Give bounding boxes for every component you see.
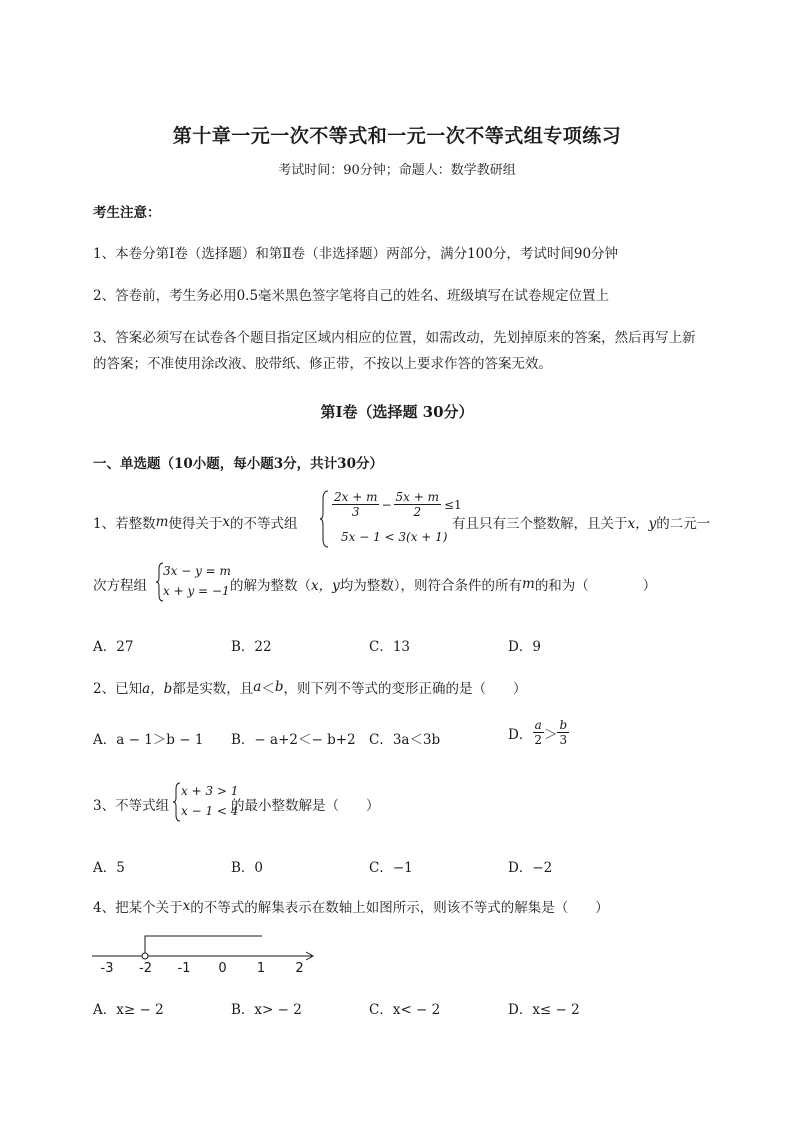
q3-system-line-2: x − 1 < 4 [181, 804, 239, 818]
notice-heading: 考生注意： [93, 205, 161, 221]
tick-label: 1 [256, 961, 266, 976]
open-endpoint [142, 953, 148, 959]
q1-system-brace [320, 491, 328, 547]
q2-option-d-label: D． [508, 726, 533, 743]
q2-option-d-frac-2 [557, 718, 569, 747]
q4-option-a[interactable]: A．x≥ − 2 [93, 1002, 164, 1018]
question-2-stem [93, 677, 527, 697]
q2-option-b[interactable]: B．− a+2＜− b+2 [231, 732, 356, 748]
q3-suffix: 的最小整数解是（ ） [231, 798, 380, 814]
question-1-line-1b [452, 512, 710, 532]
q1-le: ≤1 [444, 497, 462, 512]
q1-mid2: 的不等式组 [230, 516, 298, 532]
q3-option-c[interactable]: C．−1 [369, 860, 413, 876]
tick-label: -1 [177, 961, 191, 976]
q4-prefix: 4、把某个关于 [93, 900, 183, 916]
q1-option-a[interactable]: A．27 [93, 639, 134, 655]
solution-ray [145, 936, 262, 953]
q1-var-x: x [222, 514, 231, 530]
q2-d-num1: a [534, 718, 542, 732]
q1-equation-2: x + y = −1 [163, 584, 230, 598]
question-1-line-1 [93, 512, 298, 532]
q1-line2-rest [230, 574, 656, 594]
section-title: 第I卷（选择题 30分） [320, 403, 474, 421]
q1-line2-mid: 的解为整数（ [230, 578, 311, 594]
q1-frac-1-num: 2x + m [334, 490, 378, 504]
notice-item-2: 2、答卷前，考生务必用0.5毫米黑色签字笔将自己的姓名、班级填写在试卷规定位置上 [93, 288, 610, 304]
notice-item-1: 1、本卷分第I卷（选择题）和第Ⅱ卷（非选择题）两部分，满分100分，考试时间90分钟 [93, 246, 619, 262]
q1-option-c[interactable]: C．13 [369, 639, 411, 655]
q3-system-line-1: x + 3 > 1 [181, 784, 239, 798]
question-4-stem [93, 896, 609, 916]
q1-frac-1 [332, 490, 379, 519]
q1-var-m: m [155, 514, 169, 530]
q2-option-d[interactable] [508, 718, 569, 747]
notice-item-3: 3、答案必须写在试卷各个题目指定区域内相应的位置，如需改动，先划掉原来的答案，然后再写上新 [93, 330, 696, 346]
tick-label: 0 [218, 961, 227, 976]
q2-stem-c: ，则下列不等式的变形正确的是（ ） [283, 681, 527, 697]
q4-suffix: 的不等式的解集表示在数轴上如图所示，则该不等式的解集是（ ） [190, 900, 609, 916]
q1-option-d[interactable]: D．9 [508, 639, 541, 655]
q1-mid1: 使得关于 [168, 516, 223, 532]
q1-mid3: 有且只有三个整数解，且关于 [452, 516, 628, 532]
tick-label: 2 [295, 961, 304, 976]
q1-line2-end: 的和为（ ） [534, 578, 657, 594]
q3-option-b[interactable]: B．0 [231, 860, 264, 876]
q1-var-xy: x，y [627, 516, 657, 532]
q2-option-c[interactable]: C．3a＜3b [369, 732, 441, 748]
page-title: 第十章一元一次不等式和一元一次不等式组专项练习 [172, 125, 622, 147]
q1-frac-1-den: 3 [351, 505, 360, 519]
notice-item-3-cont: 的答案；不准使用涂改液、胶带纸、修正带，不按以上要求作答的答案无效。 [93, 356, 552, 372]
page-subtitle: 考试时间：90分钟；命题人：数学教研组 [278, 163, 516, 178]
q4-var-x: x [182, 898, 191, 914]
q3-option-d[interactable]: D．−2 [508, 860, 553, 876]
q1-frac-2 [394, 490, 441, 519]
q1-line2-vars: x，y [311, 578, 340, 594]
q1-option-b[interactable]: B．22 [231, 639, 272, 655]
q2-var-ab: a，b [142, 681, 173, 697]
q1-mid4: 的二元一 [656, 516, 711, 532]
q2-var-a: a [253, 679, 262, 695]
q1-system-line-2: 5x − 1 < 3(x + 1) [341, 530, 448, 544]
q2-option-a[interactable]: A．a − 1＞b − 1 [93, 732, 204, 748]
q4-number-line [88, 928, 328, 978]
q4-option-d[interactable]: D．x≤ − 2 [508, 1002, 580, 1018]
q2-d-den1: 2 [534, 733, 542, 747]
q1-line2-mid2: 均为整数），则符合条件的所有 [339, 578, 522, 594]
q3-prefix: 3、不等式组 [93, 798, 170, 814]
q1-line2-var-m: m [522, 576, 535, 592]
tick-label: -2 [139, 961, 152, 976]
q2-d-den2: 3 [559, 733, 568, 747]
part-heading: 一、单选题（10小题，每小题3分，共计30分） [93, 456, 383, 472]
q1-equation-1: 3x − y = m [163, 564, 231, 578]
q4-option-c[interactable]: C．x< − 2 [369, 1002, 441, 1018]
q3-option-a[interactable]: A．5 [93, 860, 125, 876]
q1-system-line-1 [332, 490, 462, 519]
q2-var-b: b [274, 679, 284, 695]
q1-frac-2-den: 2 [413, 505, 422, 519]
tick-label: -3 [100, 961, 114, 976]
q2-stem-a: 2、已知 [93, 681, 143, 697]
q1-frac-2-num: 5x + m [395, 490, 439, 504]
q1-minus: − [381, 497, 392, 512]
q2-lt: ＜ [261, 681, 275, 697]
q2-option-d-frac-1 [532, 718, 544, 747]
q1-prefix: 1、若整数 [93, 516, 156, 532]
q1-line2-prefix: 次方程组 [93, 578, 147, 594]
q2-stem-b: 都是实数，且 [172, 681, 254, 697]
q2-d-num2: b [559, 718, 568, 732]
q2-option-d-gt: ＞ [543, 726, 558, 743]
q4-option-b[interactable]: B．x> − 2 [231, 1002, 302, 1018]
